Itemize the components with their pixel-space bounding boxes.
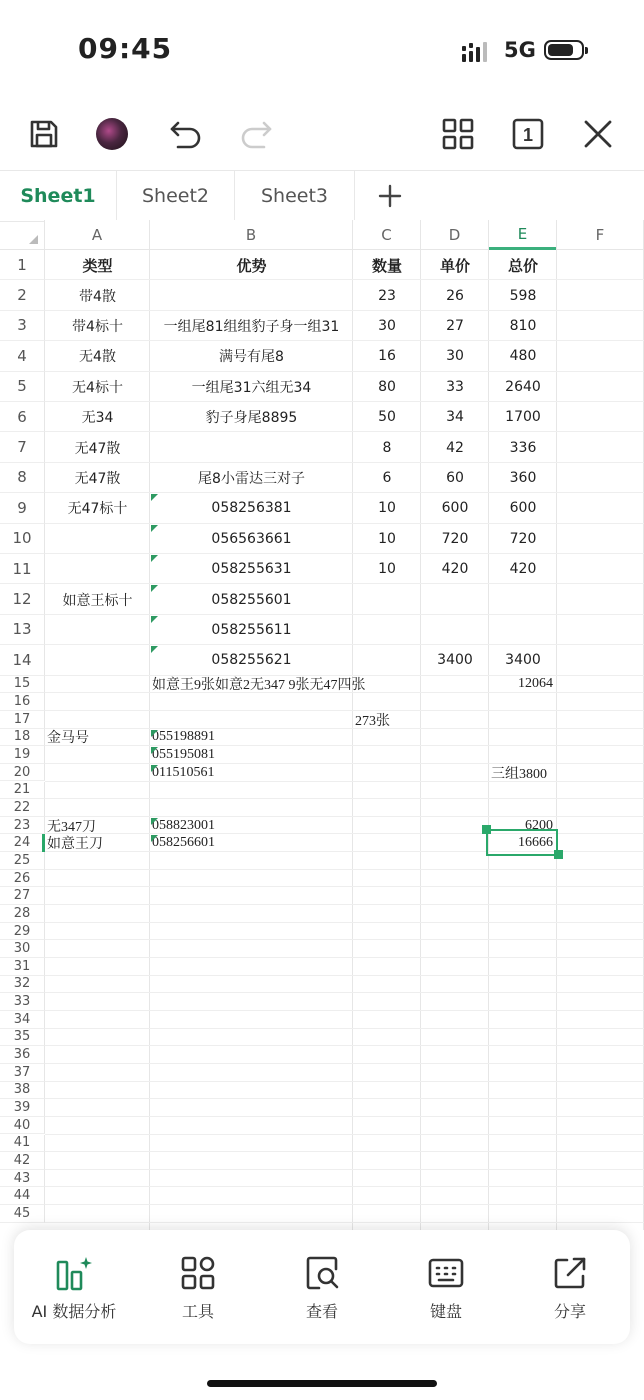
row-header-18[interactable]: 18 — [0, 729, 45, 747]
cell-b12[interactable]: 058255601 — [211, 591, 292, 608]
share-label: 分享 — [553, 1301, 586, 1321]
clock: 09:45 — [78, 32, 173, 65]
undo-icon[interactable] — [166, 114, 206, 154]
row-header-12[interactable]: 12 — [0, 584, 45, 614]
share-icon — [550, 1253, 590, 1293]
row-gridline — [45, 904, 644, 905]
cell-e9[interactable]: 600 — [509, 500, 537, 517]
tab-sheet2[interactable]: Sheet2 — [117, 171, 235, 221]
cell-a18[interactable]: 金马号 — [47, 731, 89, 747]
row-gridline — [45, 710, 644, 711]
row-header-29[interactable]: 29 — [0, 923, 45, 941]
row-header-28[interactable]: 28 — [0, 905, 45, 923]
avatar[interactable] — [96, 118, 128, 150]
cell-e5[interactable]: 2640 — [505, 378, 541, 395]
keyboard-icon — [426, 1253, 466, 1293]
row-header-44[interactable]: 44 — [0, 1187, 45, 1205]
cell-d2[interactable]: 26 — [446, 287, 464, 304]
cell-e6[interactable]: 1700 — [505, 409, 541, 426]
cell-c3[interactable]: 30 — [378, 317, 396, 334]
row-gridline — [45, 957, 644, 958]
cell-a23[interactable]: 无347刀 — [47, 819, 96, 835]
row-header-32[interactable]: 32 — [0, 976, 45, 994]
text-number-marker — [151, 585, 158, 592]
home-indicator — [207, 1380, 437, 1387]
text-number-marker — [151, 555, 158, 562]
row-header-14[interactable]: 14 — [0, 645, 45, 675]
cell-b18[interactable]: 055198891 — [152, 729, 215, 745]
cell-a1[interactable]: 类型 — [82, 256, 113, 275]
column-header-a[interactable]: A — [45, 220, 150, 250]
row-header-21[interactable]: 21 — [0, 782, 45, 800]
row-header-36[interactable]: 36 — [0, 1046, 45, 1064]
column-header-c[interactable]: C — [353, 220, 421, 250]
row-header-20[interactable]: 20 — [0, 764, 45, 782]
column-header-e[interactable]: E — [489, 220, 557, 250]
text-number-marker — [151, 765, 158, 772]
row-header-16[interactable]: 16 — [0, 693, 45, 711]
row-header-31[interactable]: 31 — [0, 958, 45, 976]
cell-e10[interactable]: 720 — [509, 530, 537, 547]
selection-handle[interactable] — [554, 850, 563, 859]
cell-b13[interactable]: 058255611 — [211, 621, 292, 638]
cell-c5[interactable]: 80 — [378, 378, 396, 395]
page-one-icon[interactable] — [508, 114, 548, 154]
cell-e1[interactable]: 总价 — [507, 256, 538, 275]
view-icon — [302, 1253, 342, 1293]
row-gridline — [45, 992, 644, 993]
cell-e14[interactable]: 3400 — [505, 652, 541, 669]
cell-d4[interactable]: 30 — [446, 348, 464, 365]
cell-d5[interactable]: 33 — [446, 378, 464, 395]
row-gridline — [45, 1028, 644, 1029]
row-header-19[interactable]: 19 — [0, 746, 45, 764]
cell-b9[interactable]: 058256381 — [211, 500, 292, 517]
row-header-38[interactable]: 38 — [0, 1082, 45, 1100]
redo-icon[interactable] — [236, 114, 276, 154]
row-gridline — [45, 1204, 644, 1205]
tools-label: 工具 — [181, 1301, 214, 1321]
cell-b11[interactable]: 058255631 — [211, 561, 292, 578]
grid-view-icon[interactable] — [438, 114, 478, 154]
tools-icon — [178, 1253, 218, 1293]
row-header-45[interactable]: 45 — [0, 1205, 45, 1223]
text-number-marker — [151, 494, 158, 501]
cell-b14[interactable]: 058255621 — [211, 652, 292, 669]
text-number-marker — [151, 747, 158, 754]
cell-a24[interactable]: 如意王刀 — [47, 837, 103, 853]
cell-d14[interactable]: 3400 — [437, 652, 473, 669]
cell-a5[interactable]: 无4标十 — [72, 379, 123, 396]
cell-a4[interactable]: 无4散 — [79, 349, 116, 366]
status-bar — [0, 0, 644, 100]
cell-b5[interactable]: 一组尾31六组无34 — [191, 379, 312, 396]
cell-e8[interactable]: 360 — [509, 469, 537, 486]
cell-b4[interactable]: 满号有尾8 — [219, 349, 284, 366]
select-all-corner[interactable] — [0, 220, 45, 250]
row-gridline — [45, 1098, 644, 1099]
cell-b24[interactable]: 058256601 — [152, 835, 215, 851]
page-badge: 1 — [522, 125, 534, 145]
row-header-22[interactable]: 22 — [0, 799, 45, 817]
cell-c4[interactable]: 16 — [378, 348, 396, 365]
row-gridline — [45, 1010, 644, 1011]
cell-c6[interactable]: 50 — [378, 409, 396, 426]
cell-d7[interactable]: 42 — [446, 439, 464, 456]
cell-c11[interactable]: 10 — [378, 561, 396, 578]
cell-c2[interactable]: 23 — [378, 287, 396, 304]
selection-handle[interactable] — [482, 825, 491, 834]
row-gridline — [45, 886, 644, 887]
text-number-marker — [151, 835, 158, 842]
text-number-marker — [151, 818, 158, 825]
row-header-43[interactable]: 43 — [0, 1170, 45, 1188]
row-header-30[interactable]: 30 — [0, 940, 45, 958]
row-header-41[interactable]: 41 — [0, 1135, 45, 1153]
row-header-6[interactable]: 6 — [0, 402, 45, 432]
row-gridline — [45, 1063, 644, 1064]
cell-d11[interactable]: 420 — [441, 561, 469, 578]
row-gridline — [45, 975, 644, 976]
spreadsheet-grid[interactable] — [0, 220, 644, 1230]
row-header-8[interactable]: 8 — [0, 463, 45, 493]
signal-icon — [462, 40, 492, 62]
row-header-17[interactable]: 17 — [0, 711, 45, 729]
network-type: 5G — [504, 38, 536, 62]
row-gridline — [45, 1134, 644, 1135]
cell-a12[interactable]: 如意王标十 — [62, 592, 133, 609]
cell-b8[interactable]: 尾8小雷达三对子 — [198, 470, 305, 487]
text-number-marker — [151, 525, 158, 532]
row-header-5[interactable]: 5 — [0, 372, 45, 402]
bottom-action-bar — [14, 1230, 630, 1344]
text-number-marker — [151, 730, 158, 737]
row-header-34[interactable]: 34 — [0, 1011, 45, 1029]
row-gridline — [45, 1081, 644, 1082]
ai-analysis-label: AI 数据分析 — [31, 1301, 117, 1321]
cell-b3[interactable]: 一组尾81组组豹子身一组31 — [163, 318, 340, 335]
cell-c9[interactable]: 10 — [378, 500, 396, 517]
column-header-b[interactable]: B — [150, 220, 353, 250]
sheet-tabs — [0, 170, 644, 222]
cell-e24[interactable]: 16666 — [518, 835, 553, 851]
cell-e15[interactable]: 12064 — [518, 676, 553, 692]
cell-d1[interactable]: 单价 — [439, 256, 470, 275]
row-header-13[interactable]: 13 — [0, 615, 45, 645]
row-header-40[interactable]: 40 — [0, 1117, 45, 1135]
cell-e4[interactable]: 480 — [509, 348, 537, 365]
row-gridline — [45, 1116, 644, 1117]
cell-a8[interactable]: 无47散 — [74, 470, 121, 487]
cell-e20[interactable]: 三组3800 — [491, 766, 547, 782]
cell-b1[interactable]: 优势 — [236, 256, 267, 275]
selected-row-marker — [42, 834, 45, 852]
tab-sheet1[interactable]: Sheet1 — [0, 171, 117, 221]
row-header-7[interactable]: 7 — [0, 432, 45, 462]
row-header-9[interactable]: 9 — [0, 493, 45, 523]
row-header-23[interactable]: 23 — [0, 817, 45, 835]
cell-c7[interactable]: 8 — [382, 439, 392, 456]
plus-icon — [378, 184, 402, 208]
close-icon[interactable] — [578, 114, 618, 154]
row-gridline — [45, 1045, 644, 1046]
cell-c17[interactable]: 273张 — [355, 713, 390, 729]
cell-a3[interactable]: 带4标十 — [72, 318, 123, 335]
keyboard-button[interactable] — [386, 1230, 506, 1344]
row-header-3[interactable]: 3 — [0, 311, 45, 341]
row-header-10[interactable]: 10 — [0, 524, 45, 554]
row-header-4[interactable]: 4 — [0, 341, 45, 371]
text-number-marker — [151, 646, 158, 653]
cell-c10[interactable]: 10 — [378, 530, 396, 547]
share-button[interactable] — [510, 1230, 630, 1344]
row-header-27[interactable]: 27 — [0, 887, 45, 905]
tools-button[interactable] — [138, 1230, 258, 1344]
cell-b19[interactable]: 055195081 — [152, 747, 215, 762]
cell-e7[interactable]: 336 — [509, 439, 537, 456]
row-header-1[interactable]: 1 — [0, 250, 45, 280]
cell-b10[interactable]: 056563661 — [211, 530, 292, 547]
row-gridline — [45, 1222, 644, 1223]
tab-sheet3[interactable]: Sheet3 — [235, 171, 355, 221]
cell-d3[interactable]: 27 — [446, 317, 464, 334]
row-gridline — [45, 869, 644, 870]
keyboard-label: 键盘 — [429, 1301, 462, 1321]
view-label: 查看 — [305, 1301, 338, 1321]
cell-a2[interactable]: 带4散 — [79, 288, 116, 305]
row-header-11[interactable]: 11 — [0, 554, 45, 584]
row-header-35[interactable]: 35 — [0, 1029, 45, 1047]
cell-d9[interactable]: 600 — [441, 500, 469, 517]
cell-b6[interactable]: 豹子身尾8895 — [205, 410, 298, 427]
row-gridline — [45, 939, 644, 940]
cell-d10[interactable]: 720 — [441, 530, 469, 547]
cell-a9[interactable]: 无47标十 — [67, 501, 128, 518]
row-header-42[interactable]: 42 — [0, 1152, 45, 1170]
row-header-15[interactable]: 15 — [0, 676, 45, 694]
row-gridline — [45, 922, 644, 923]
row-gridline — [45, 798, 644, 799]
selection-box[interactable] — [486, 829, 558, 856]
row-header-26[interactable]: 26 — [0, 870, 45, 888]
cell-a7[interactable]: 无47散 — [74, 440, 121, 457]
cell-c8[interactable]: 6 — [382, 469, 392, 486]
row-header-2[interactable]: 2 — [0, 280, 45, 310]
row-gridline — [45, 1169, 644, 1170]
ai-analysis-icon — [54, 1253, 94, 1293]
cell-e23[interactable]: 6200 — [525, 817, 553, 833]
cell-e11[interactable]: 420 — [509, 561, 537, 578]
text-number-marker — [151, 616, 158, 623]
row-gridline — [45, 1186, 644, 1187]
cell-b20[interactable]: 011510561 — [152, 764, 215, 780]
cell-e3[interactable]: 810 — [509, 317, 537, 334]
cell-c1[interactable]: 数量 — [371, 256, 402, 275]
row-header-37[interactable]: 37 — [0, 1064, 45, 1082]
cell-d6[interactable]: 34 — [446, 409, 464, 426]
column-header-f[interactable]: F — [557, 220, 644, 250]
cell-b23[interactable]: 058823001 — [152, 817, 215, 833]
cell-e2[interactable]: 598 — [509, 287, 537, 304]
row-header-25[interactable]: 25 — [0, 852, 45, 870]
add-sheet-button[interactable] — [370, 171, 410, 221]
row-header-33[interactable]: 33 — [0, 993, 45, 1011]
save-icon[interactable] — [24, 114, 64, 154]
row-header-39[interactable]: 39 — [0, 1099, 45, 1117]
cell-d8[interactable]: 60 — [446, 469, 464, 486]
cell-b15[interactable]: 如意王9张如意2无347 9张无47四张 — [152, 678, 366, 694]
view-button[interactable] — [262, 1230, 382, 1344]
cell-a6[interactable]: 无34 — [81, 410, 114, 427]
row-gridline — [45, 1151, 644, 1152]
row-header-24[interactable]: 24 — [0, 834, 45, 852]
ai-analysis-button[interactable] — [14, 1230, 134, 1344]
battery-icon — [544, 40, 584, 60]
column-header-d[interactable]: D — [421, 220, 489, 250]
